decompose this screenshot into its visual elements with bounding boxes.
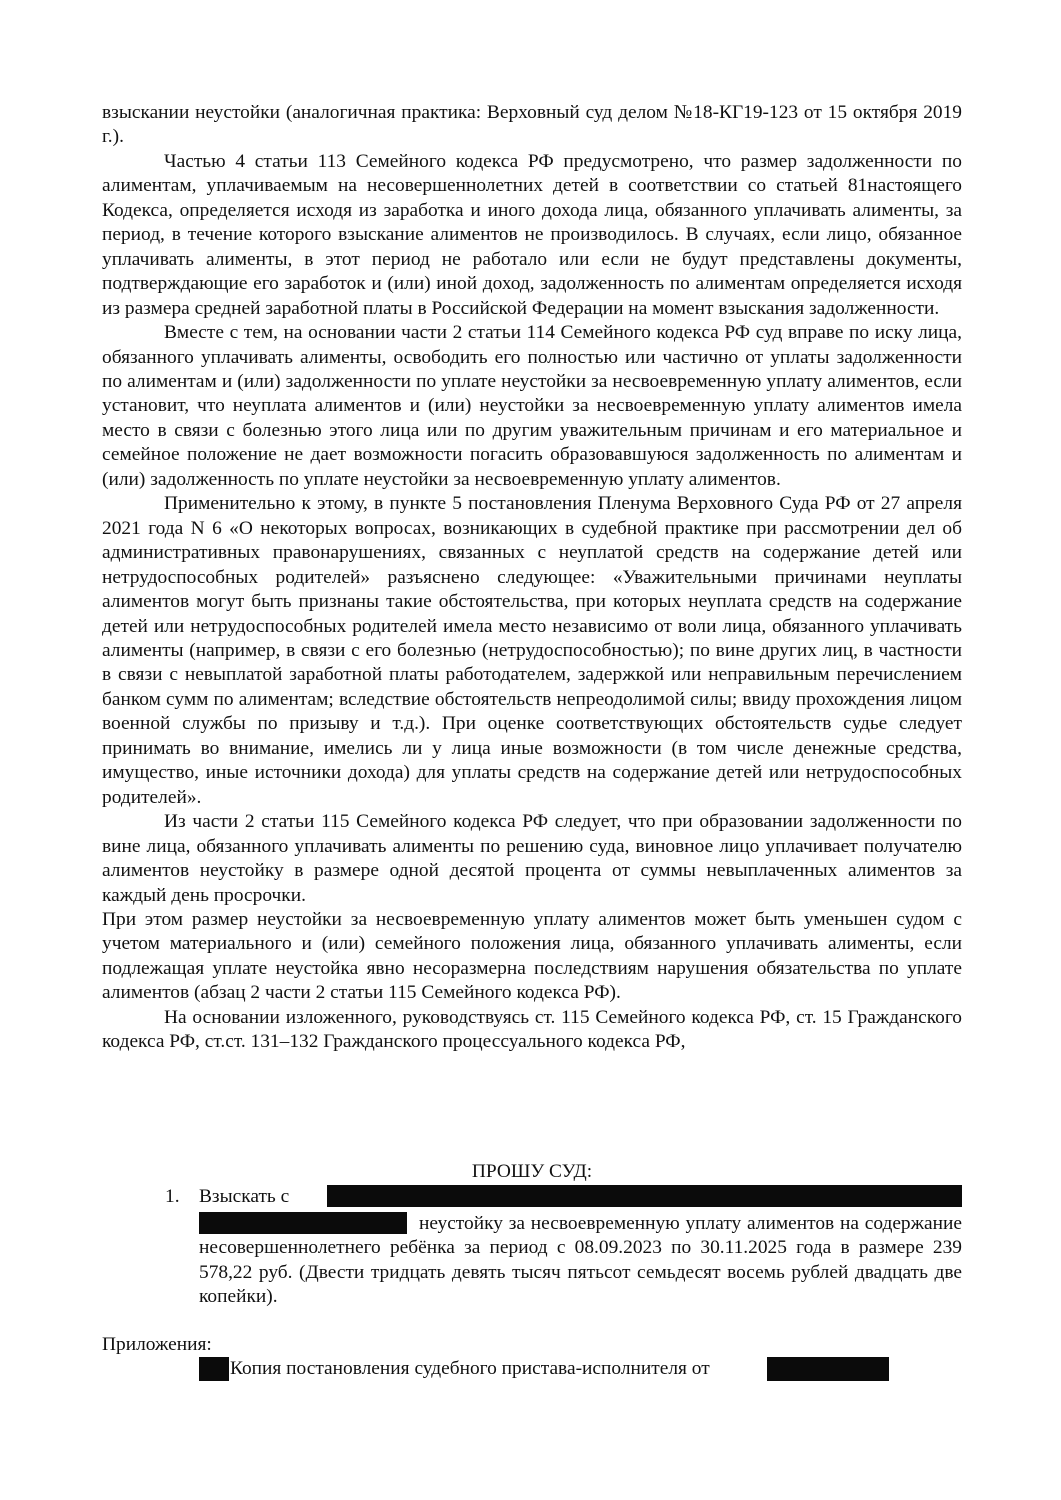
paragraph-7: На основании изложенного, руководствуясь ст. 115 Семейного кодекса РФ, ст. 15 Гражданского кодекса РФ, ст.ст. 131–132 Гражданского процессуального кодекса РФ, <box>102 1006 962 1053</box>
redaction-block-annex-number <box>199 1357 229 1381</box>
request-heading: ПРОШУ СУД: <box>471 1161 593 1182</box>
document-body <box>102 101 962 1055</box>
paragraph-5: Из части 2 статьи 115 Семейного кодекса РФ следует, что при образовании задолженности по вине лица, обязанного уплачивать алименты по решению суда, виновное лицо уплачивает получателю алиментов неустойку в размере одной десятой процента от суммы невыплаченных алиментов за каждый день просрочки. <box>102 811 962 906</box>
demand-text <box>199 1212 962 1310</box>
demand-first-line <box>199 1185 962 1209</box>
demand-lead-text: Взыскать с <box>199 1186 290 1207</box>
annex-item <box>199 1357 899 1383</box>
demand-number: 1. <box>165 1186 180 1207</box>
demand-body-text: неустойку за несвоевременную уплату алиментов на содержание несовершеннолетнего ребёнка за период с 08.09.2023 по 30.11.2025 года в размере 239 578,22 руб. (Двести тридцать девять тысяч пятьсот семьдесят восемь рублей двадцать две копейки). <box>199 1213 962 1308</box>
paragraph-4: Применительно к этому, в пункте 5 постановления Пленума Верховного Суда РФ от 27 апреля 2021 года N 6 «О некоторых вопросах, возникающих в судебной практике при рассмотрении дел об административных правонарушениях, связанных с неуплатой средств на содержание детей или нетрудоспособных родителей» разъяснено следующее: «Уважительными причинами неуплаты алиментов могут быть признаны такие обстоятельства, при которых неуплата средств на содержание детей или нетрудоспособных родителей имела место независимо от воли лица, обязанного уплачивать алименты (например, в связи с его болезнью (нетрудоспособностью); по вине других лиц, в частности в связи с невыплатой заработной платы работодателем, задержкой или неправильным перечислением банком сумм по алиментам; вследствие обстоятельств непреодолимой силы; ввиду прохождения лицом военной службы по призыву и т.д.). При оценке соответствующих обстоятельств судье следует принимать во внимание, имелись ли у лица иные возможности (в том числе денежные средства, имущество, иные источники дохода) для уплаты средств на содержание детей или нетрудоспособных родителей». <box>102 493 962 808</box>
annex-item-text: Копия постановления судебного пристава-исполнителя от <box>230 1358 710 1379</box>
paragraph-2: Частью 4 статьи 113 Семейного кодекса РФ предусмотрено, что размер задолженности по алиментам, уплачиваемым на несовершеннолетних детей в соответствии со статьей 81настоящего Кодекса, определяется исходя из заработка и иного дохода лица, обязанного уплачивать алименты, за период, в течение которого взыскание алиментов не производилось. В случаях, если лицо, обязанное уплачивать алименты, в этот период не работало или если не будут представлены документы, подтверждающие его заработок и (или) иной доход, задолженность по алиментам определяется исходя из размера средней заработной платы в Российской Федерации на момент взыскания задолженности. <box>102 150 962 319</box>
paragraph-3: Вместе с тем, на основании части 2 статьи 114 Семейного кодекса РФ суд вправе по иску лица, обязанного уплачивать алименты, освободить его полностью или частично от уплаты задолженности по алиментам и (или) задолженности по уплате неустойки за несвоевременную уплату алиментов, если установит, что неуплата алиментов и (или) неустойки за несвоевременную уплату алиментов имела место в связи с болезнью этого лица или по другим уважительным причинам и его материальное и семейное положение не дает возможности погасить образовавшуюся задолженность по алиментам и (или) задолженность по уплате неустойки за несвоевременную уплату алиментов. <box>102 322 962 490</box>
redaction-block-annex-date <box>767 1357 889 1381</box>
redaction-block-defendant-name <box>327 1185 962 1207</box>
paragraph-6: При этом размер неустойки за несвоевременную уплату алиментов может быть уменьшен судом с учетом материального и (или) семейного положения лица, обязанного уплачивать алименты, если подлежащая уплате неустойка явно несоразмерна последствиям нарушения обязательства по уплате алиментов (абзац 2 части 2 статьи 115 Семейного кодекса РФ). <box>102 908 962 1004</box>
paragraph-1: взыскании неустойки (аналогичная практика: Верховный суд делом №18-КГ19-123 от 15 октября 2019 г.). <box>102 102 962 148</box>
annex-label: Приложения: <box>102 1334 212 1355</box>
